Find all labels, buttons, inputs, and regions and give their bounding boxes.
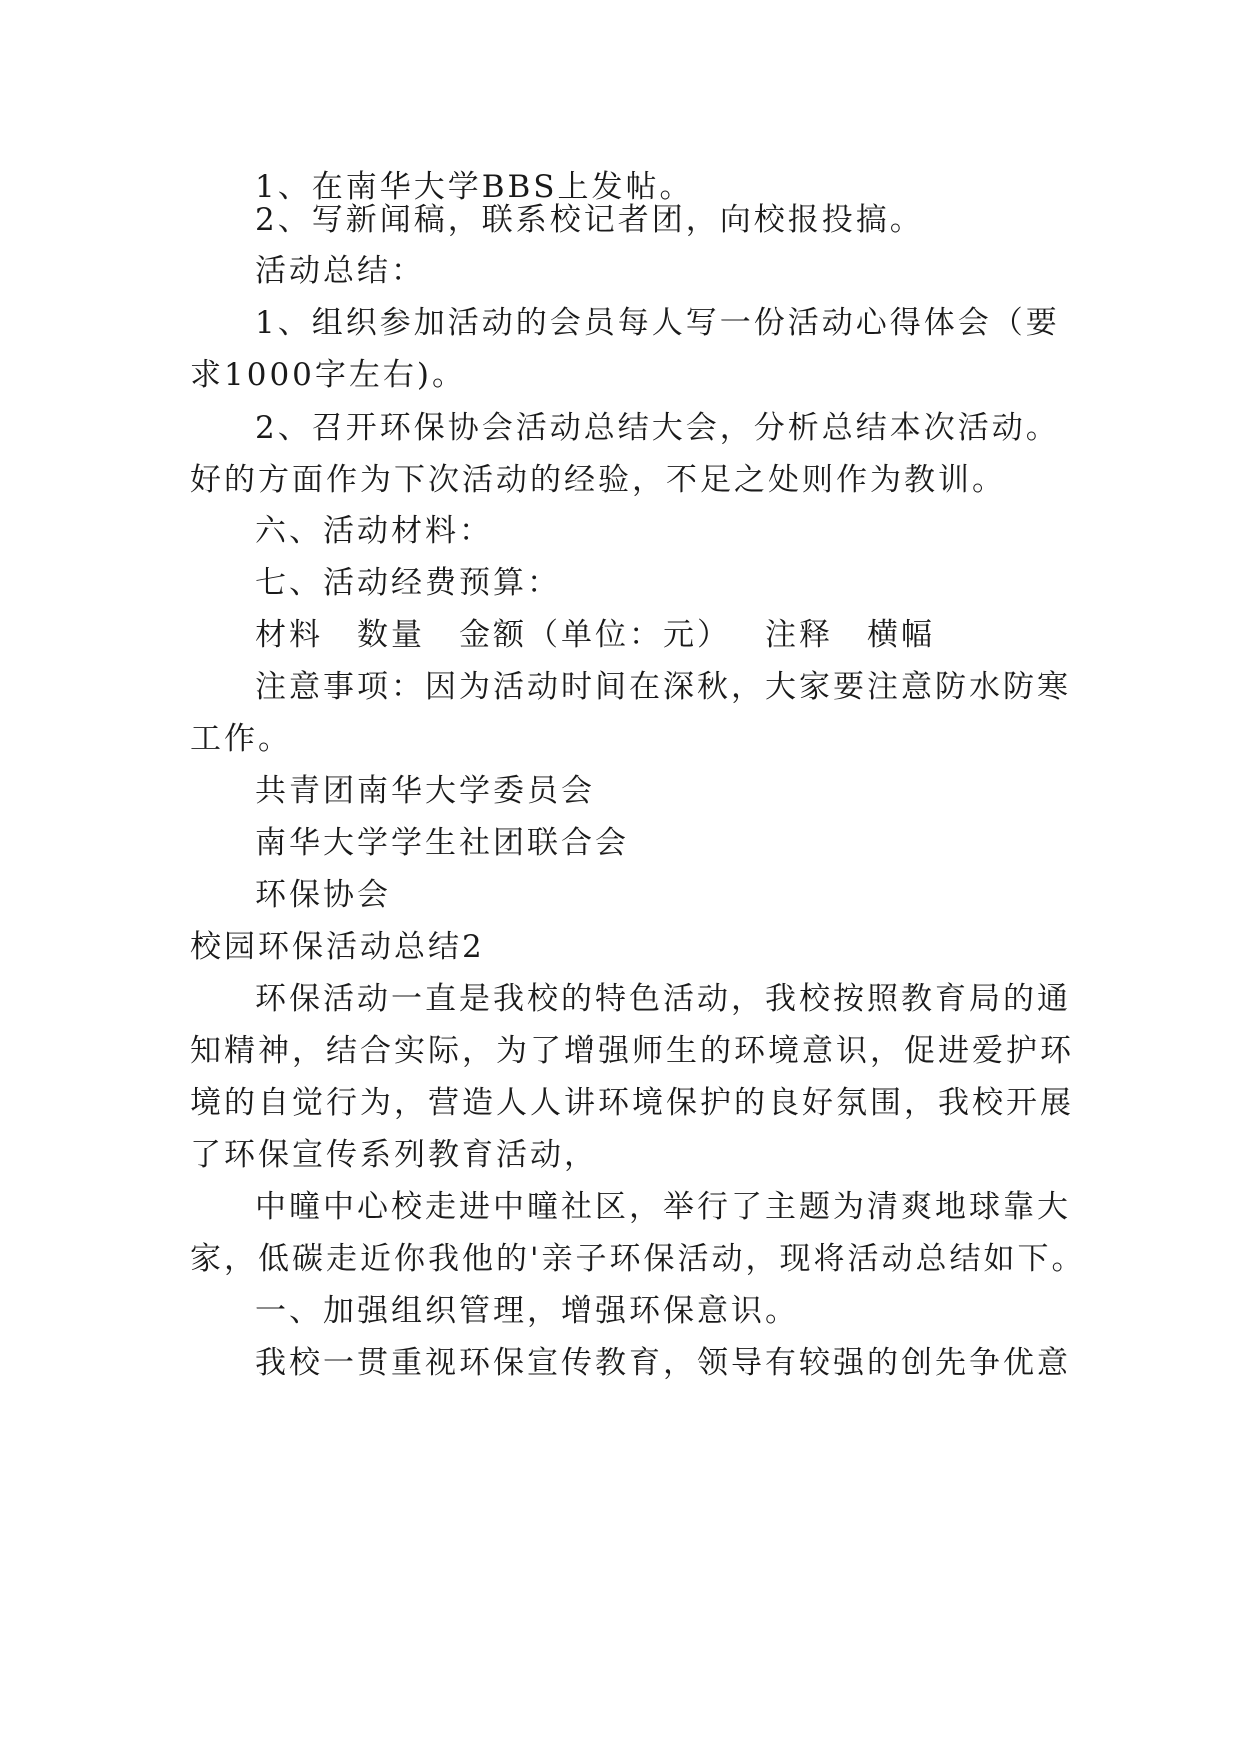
paragraph-line: 家，低碳走近你我他的'亲子环保活动，现将活动总结如下。 [190, 1241, 1086, 1277]
paragraph-line: 环保活动一直是我校的特色活动，我校按照教育局的通 [255, 981, 1071, 1017]
budget-col-banner: 横幅 [867, 617, 935, 653]
paragraph-line: 2、写新闻稿，联系校记者团，向校报投搞。 [255, 202, 924, 238]
paragraph-line: 1、在南华大学BBS上发帖。 [255, 169, 694, 205]
signature-line: 共青团南华大学委员会 [255, 773, 595, 809]
budget-col-amount: 金额（单位：元） [459, 617, 731, 653]
paragraph-line: 中曈中心校走进中曈社区，举行了主题为清爽地球靠大 [255, 1189, 1071, 1225]
paragraph-line: 了环保宣传系列教育活动， [190, 1137, 598, 1173]
paragraph-line: 知精神，结合实际，为了增强师生的环境意识，促进爱护环 [190, 1033, 1074, 1069]
signature-line: 南华大学学生社团联合会 [255, 825, 629, 861]
paragraph-line: 工作。 [190, 721, 292, 757]
article-title: 校园环保活动总结2 [190, 929, 485, 965]
budget-col-note: 注释 [765, 617, 833, 653]
paragraph-line: 我校一贯重视环保宣传教育，领导有较强的创先争优意 [255, 1345, 1071, 1381]
paragraph-line: 好的方面作为下次活动的经验，不足之处则作为教训。 [190, 462, 1006, 498]
signature-line: 环保协会 [255, 877, 391, 913]
paragraph-line: 境的自觉行为，营造人人讲环境保护的良好氛围，我校开展 [190, 1085, 1074, 1121]
paragraph-line: 2、召开环保协会活动总结大会，分析总结本次活动。 [255, 410, 1060, 446]
section-heading: 活动总结： [255, 253, 425, 289]
section-heading: 六、活动材料： [255, 513, 493, 549]
paragraph-line: 1、组织参加活动的会员每人写一份活动心得体会（要 [255, 305, 1060, 341]
section-heading: 一、加强组织管理，增强环保意识。 [255, 1293, 799, 1329]
budget-col-quantity: 数量 [357, 617, 425, 653]
section-heading: 七、活动经费预算： [255, 565, 561, 601]
budget-col-material: 材料 [255, 617, 323, 653]
paragraph-line: 注意事项：因为活动时间在深秋，大家要注意防水防寒 [255, 669, 1071, 705]
budget-header-row [255, 615, 935, 655]
paragraph-line: 求1000字左右)。 [190, 357, 466, 393]
